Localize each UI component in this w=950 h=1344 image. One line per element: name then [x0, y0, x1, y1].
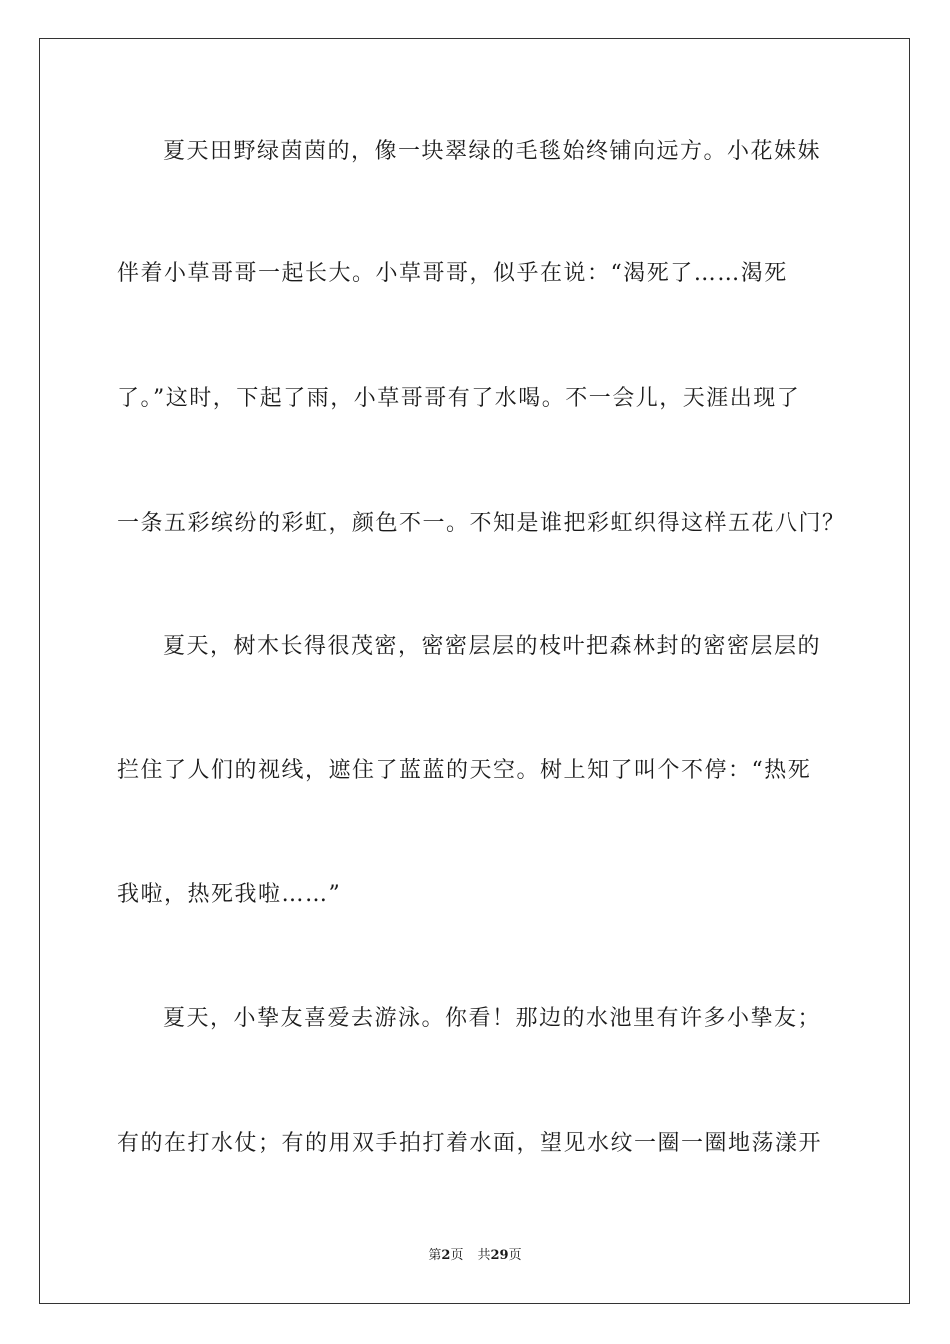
paragraph-1-line-1: 夏天田野绿茵茵的，像一块翠绿的毛毯始终铺向远方。小花妹妹	[163, 139, 822, 164]
paragraph-1-line-4: 一条五彩缤纷的彩虹，颜色不一。不知是谁把彩虹织得这样五花八门？	[117, 511, 846, 536]
footer-page-suffix: 页	[450, 1248, 464, 1263]
footer-current-page: 2	[441, 1248, 451, 1263]
paragraph-2-line-2: 拦住了人们的视线，遮住了蓝蓝的天空。树上知了叫个不停：“热死	[117, 758, 812, 783]
footer-total-prefix: 共	[477, 1248, 491, 1263]
paragraph-2-line-1: 夏天，树木长得很茂密，密密层层的枝叶把森林封的密密层层的	[163, 634, 822, 659]
footer-page-prefix: 第	[428, 1248, 442, 1263]
paragraph-2-line-3: 我啦，热死我啦……”	[117, 882, 342, 907]
page-frame	[39, 38, 910, 1304]
footer-total-pages: 29	[490, 1248, 509, 1263]
paragraph-3-line-1: 夏天，小挚友喜爱去游泳。你看！那边的水池里有许多小挚友；	[163, 1006, 822, 1031]
page-footer	[0, 1246, 950, 1266]
paragraph-3-line-2: 有的在打水仗；有的用双手拍打着水面，望见水纹一圈一圈地荡漾开	[117, 1131, 823, 1156]
paragraph-1-line-2: 伴着小草哥哥一起长大。小草哥哥，似乎在说：“渴死了……渴死	[117, 261, 788, 286]
paragraph-1-line-3: 了。”这时，下起了雨，小草哥哥有了水喝。不一会儿，天涯出现了	[117, 386, 801, 411]
footer-total-suffix: 页	[508, 1248, 522, 1263]
